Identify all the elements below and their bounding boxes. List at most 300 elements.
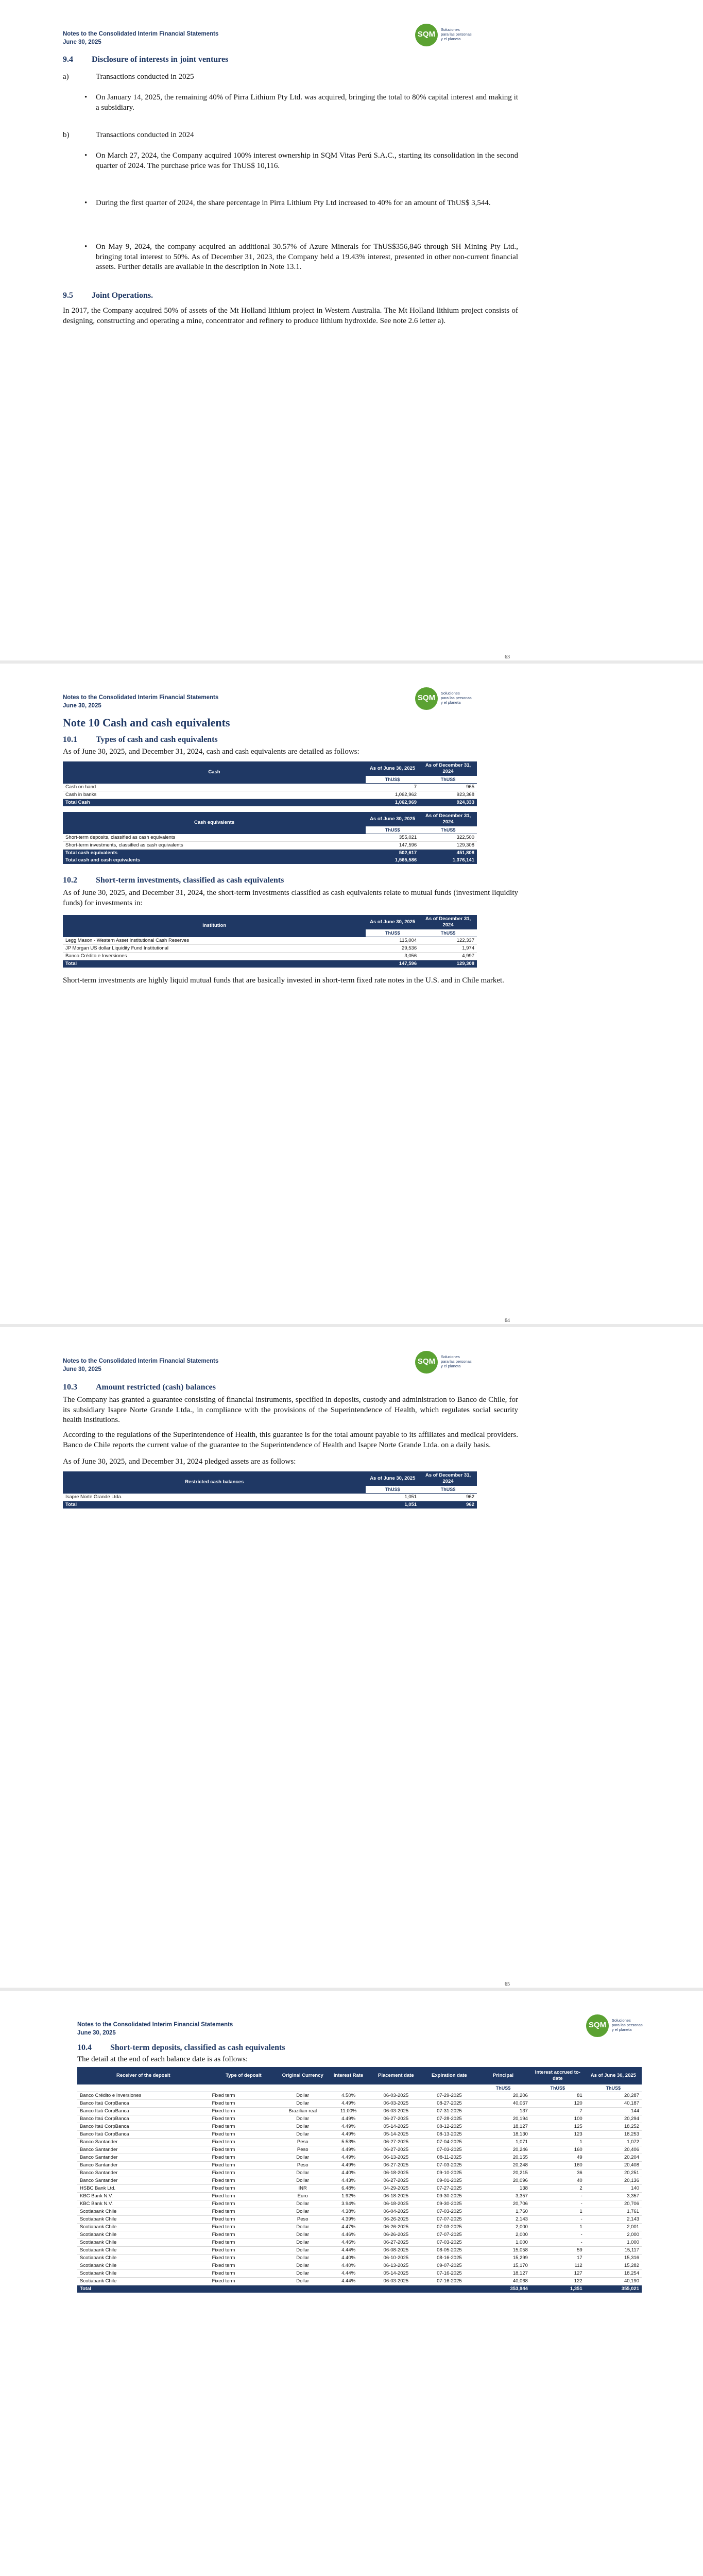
- cell-value: 2: [530, 2185, 585, 2193]
- cell-value: 15,316: [585, 2255, 642, 2262]
- cell-value: Dollar: [278, 2255, 328, 2262]
- cell-value: Fixed term: [210, 2216, 278, 2224]
- cell-value: INR: [278, 2185, 328, 2193]
- cell-value: Fixed term: [210, 2208, 278, 2216]
- cell-value: -: [530, 2216, 585, 2224]
- cell-value: 08-27-2025: [423, 2100, 476, 2108]
- cell-value: 06-08-2025: [369, 2247, 423, 2255]
- unit-label: ThUS$: [530, 2084, 585, 2092]
- short-term-deposits-table: [77, 2067, 642, 2293]
- cell-value: Dollar: [278, 2100, 328, 2108]
- page-number: 65: [505, 1981, 510, 1987]
- cell-value: 08-13-2025: [423, 2131, 476, 2139]
- total-cell: [369, 2285, 423, 2293]
- cell-value: Dollar: [278, 2177, 328, 2185]
- bullet-paragraph: • On March 27, 2024, the Company acquired 100% interest ownership in SQM Vitas Perú S.A.C., starting its consolidation in the second quarter of 2024. The purchase price was for ThUS$ 10,116.: [96, 151, 518, 171]
- cell-value: 06-18-2025: [369, 2170, 423, 2177]
- cell-value: 08-05-2025: [423, 2247, 476, 2255]
- table-row: [77, 2108, 642, 2115]
- cell-value: 06-13-2025: [369, 2262, 423, 2270]
- section-heading: 10.3 Amount restricted (cash) balances: [63, 1383, 216, 1392]
- cell-value: 06-27-2025: [369, 2177, 423, 2185]
- unit-label: ThUS$: [366, 929, 419, 937]
- cell-value: 4.44%: [328, 2270, 369, 2278]
- cell-value: 06-10-2025: [369, 2255, 423, 2262]
- cell-value: Peso: [278, 2162, 328, 2170]
- sqm-logo: SQM Soluciones para las personas y el planeta: [586, 2014, 658, 2037]
- sqm-logo: SQM Soluciones para las personas y el planeta: [415, 1351, 487, 1374]
- cell-value: Brazilian real: [278, 2108, 328, 2115]
- table-row: [77, 2216, 642, 2224]
- cell-value: 07-16-2025: [423, 2278, 476, 2285]
- cell-value: Peso: [278, 2139, 328, 2146]
- cell-value: 1,072: [585, 2139, 642, 2146]
- section-heading: 10.2 Short-term investments, classified as cash equivalents: [63, 876, 284, 885]
- col-header: As of December 31, 2024: [419, 812, 477, 826]
- cell-value: 07-16-2025: [423, 2270, 476, 2278]
- unit-label: ThUS$: [585, 2084, 642, 2092]
- cell-value: 36: [530, 2170, 585, 2177]
- row-label: Banco Itaú CorpBanca: [77, 2100, 210, 2108]
- table-row: [77, 2162, 642, 2170]
- cell-value: 4.40%: [328, 2170, 369, 2177]
- cell-value: 4.44%: [328, 2247, 369, 2255]
- cell-value: Fixed term: [210, 2247, 278, 2255]
- cell-value: 04-29-2025: [369, 2185, 423, 2193]
- cell-value: 140: [585, 2185, 642, 2193]
- cell-value: 322,500: [419, 834, 477, 842]
- cell-value: 06-18-2025: [369, 2193, 423, 2200]
- cell-value: Peso: [278, 2146, 328, 2154]
- cell-value: 120: [530, 2100, 585, 2108]
- cell-value: 20,287: [585, 2092, 642, 2100]
- row-label: Isapre Norte Grande Ltda.: [63, 1494, 366, 1501]
- cell-value: 06-03-2025: [369, 2092, 423, 2100]
- table-row: [63, 842, 477, 850]
- grand-total-row: Total cash and cash equivalents 1,565,586 1,376,141: [63, 857, 477, 864]
- cell-value: 06-18-2025: [369, 2200, 423, 2208]
- cell-value: 40,068: [476, 2278, 530, 2285]
- row-label: Banco Santander: [77, 2170, 210, 2177]
- table-row: [63, 784, 477, 791]
- total-cell: Total: [77, 2285, 210, 2293]
- cell-value: Dollar: [278, 2123, 328, 2131]
- total-cell: [210, 2285, 278, 2293]
- cell-value: 20,294: [585, 2115, 642, 2123]
- page-number: 64: [505, 1318, 510, 1324]
- unit-label: ThUS$: [419, 1486, 477, 1494]
- total-cell: [423, 2285, 476, 2293]
- row-label: Scotiabank Chile: [77, 2247, 210, 2255]
- col-header: Original Currency: [278, 2067, 328, 2084]
- total-row: Total cash equivalents 502,617 451,808: [63, 850, 477, 857]
- unit-label: [369, 2084, 423, 2092]
- cell-value: Fixed term: [210, 2278, 278, 2285]
- cell-value: 4.49%: [328, 2154, 369, 2162]
- table-row: [77, 2270, 642, 2278]
- row-label: Cash on hand: [63, 784, 366, 791]
- paragraph: The detail at the end of each balance date is as follows:: [77, 2055, 248, 2063]
- cell-value: 07-07-2025: [423, 2231, 476, 2239]
- cell-value: Dollar: [278, 2200, 328, 2208]
- cell-value: 147,596: [366, 842, 419, 850]
- cell-value: 05-14-2025: [369, 2270, 423, 2278]
- cell-value: 127: [530, 2270, 585, 2278]
- cash-table: [63, 761, 477, 806]
- unit-label: ThUS$: [419, 826, 477, 834]
- row-label: Banco Santander: [77, 2146, 210, 2154]
- row-label: Scotiabank Chile: [77, 2231, 210, 2239]
- cell-value: 07-04-2025: [423, 2139, 476, 2146]
- cell-value: 1,974: [419, 945, 477, 953]
- label-a: a): [63, 73, 69, 81]
- cell-value: 4.47%: [328, 2224, 369, 2231]
- cell-value: Dollar: [278, 2208, 328, 2216]
- cell-value: 07-28-2025: [423, 2115, 476, 2123]
- cell-value: 20,096: [476, 2177, 530, 2185]
- table-row: [77, 2170, 642, 2177]
- row-label: Scotiabank Chile: [77, 2255, 210, 2262]
- cell-value: Fixed term: [210, 2154, 278, 2162]
- cell-value: 05-14-2025: [369, 2131, 423, 2139]
- cell-value: 18,127: [476, 2123, 530, 2131]
- row-label: HSBC Bank Ltd.: [77, 2185, 210, 2193]
- table-row: [77, 2231, 642, 2239]
- cell-value: Dollar: [278, 2154, 328, 2162]
- cell-value: 144: [585, 2108, 642, 2115]
- cell-value: 4.43%: [328, 2177, 369, 2185]
- paragraph: As of June 30, 2025, and December 31, 2024, the short-term investments classified as cash equivalents relate to mutual funds (investment liquidity funds) for investments in:: [63, 889, 518, 907]
- cell-value: 100: [530, 2115, 585, 2123]
- cell-value: Dollar: [278, 2170, 328, 2177]
- cell-value: 40,067: [476, 2100, 530, 2108]
- cell-value: Dollar: [278, 2262, 328, 2270]
- table-row: [77, 2185, 642, 2193]
- cell-value: 06-26-2025: [369, 2231, 423, 2239]
- table-row: [77, 2131, 642, 2139]
- sub-heading: Transactions conducted in 2024: [96, 131, 194, 139]
- row-label: KBC Bank N.V.: [77, 2200, 210, 2208]
- cell-value: 112: [530, 2262, 585, 2270]
- page-66: [0, 1991, 703, 2576]
- cell-value: 20,246: [476, 2146, 530, 2154]
- cell-value: 06-27-2025: [369, 2239, 423, 2247]
- cell-value: 06-27-2025: [369, 2146, 423, 2154]
- cell-value: 122: [530, 2278, 585, 2285]
- cell-value: 09-30-2025: [423, 2200, 476, 2208]
- cell-value: 1,000: [476, 2239, 530, 2247]
- cell-value: 20,406: [585, 2146, 642, 2154]
- col-header: As of December 31, 2024: [419, 1471, 477, 1486]
- row-label: Banco Crédito e Inversiones: [63, 953, 366, 960]
- cell-value: Dollar: [278, 2239, 328, 2247]
- table-row: [77, 2100, 642, 2108]
- total-cell: 1,351: [530, 2285, 585, 2293]
- cell-value: 1: [530, 2208, 585, 2216]
- cell-value: 4.46%: [328, 2239, 369, 2247]
- table-row: [77, 2193, 642, 2200]
- col-header: Interest Rate: [328, 2067, 369, 2084]
- table-row: [77, 2123, 642, 2131]
- unit-label: ThUS$: [476, 2084, 530, 2092]
- page-65: [0, 1327, 703, 1988]
- cell-value: 08-16-2025: [423, 2255, 476, 2262]
- cell-value: Fixed term: [210, 2123, 278, 2131]
- cell-value: 160: [530, 2162, 585, 2170]
- institutions-table: [63, 915, 477, 968]
- section-heading: 9.5 Joint Operations.: [63, 291, 153, 300]
- table-row: [77, 2115, 642, 2123]
- cell-value: 20,204: [585, 2154, 642, 2162]
- cell-value: 09-01-2025: [423, 2177, 476, 2185]
- table-row: [77, 2146, 642, 2154]
- cell-value: 07-03-2025: [423, 2239, 476, 2247]
- page-63: [0, 0, 703, 660]
- col-header: As of June 30, 2025: [366, 812, 419, 826]
- cell-value: 07-03-2025: [423, 2162, 476, 2170]
- report-header: Notes to the Consolidated Interim Financial Statements June 30, 2025: [77, 2022, 233, 2036]
- report-header: Notes to the Consolidated Interim Financial Statements June 30, 2025: [63, 31, 219, 45]
- row-label: Banco Santander: [77, 2139, 210, 2146]
- cell-value: 06-03-2025: [369, 2108, 423, 2115]
- table-row: [77, 2224, 642, 2231]
- cell-value: 15,299: [476, 2255, 530, 2262]
- cell-value: 06-13-2025: [369, 2154, 423, 2162]
- cell-value: 5.53%: [328, 2139, 369, 2146]
- table-row: [63, 1494, 477, 1501]
- cell-value: 3.94%: [328, 2200, 369, 2208]
- cell-value: 1: [530, 2139, 585, 2146]
- cell-value: Fixed term: [210, 2193, 278, 2200]
- total-row: [77, 2285, 642, 2293]
- cell-value: 1,000: [585, 2239, 642, 2247]
- cell-value: 3,357: [585, 2193, 642, 2200]
- cell-value: 160: [530, 2146, 585, 2154]
- cell-value: 115,004: [366, 937, 419, 945]
- cell-value: 18,127: [476, 2270, 530, 2278]
- table-row: [63, 791, 477, 799]
- col-header: As of December 31, 2024: [419, 915, 477, 929]
- cell-value: 4.49%: [328, 2100, 369, 2108]
- row-label: Scotiabank Chile: [77, 2208, 210, 2216]
- unit-label: ThUS$: [419, 929, 477, 937]
- cell-value: Fixed term: [210, 2239, 278, 2247]
- col-header: Institution: [63, 915, 366, 937]
- row-label: Banco Santander: [77, 2177, 210, 2185]
- row-label: Legg Mason - Western Asset Institutional Cash Reserves: [63, 937, 366, 945]
- cell-value: 4.49%: [328, 2115, 369, 2123]
- total-row: Total 1,051 962: [63, 1501, 477, 1509]
- cell-value: 7: [530, 2108, 585, 2115]
- cell-value: -: [530, 2193, 585, 2200]
- cell-value: 18,253: [585, 2131, 642, 2139]
- table-row: [77, 2154, 642, 2162]
- cell-value: 15,170: [476, 2262, 530, 2270]
- cell-value: 15,117: [585, 2247, 642, 2255]
- report-header: Notes to the Consolidated Interim Financial Statements June 30, 2025: [63, 694, 219, 709]
- cell-value: 07-07-2025: [423, 2216, 476, 2224]
- cell-value: 20,136: [585, 2177, 642, 2185]
- table-row: [77, 2239, 642, 2247]
- section-heading: 9.4 Disclosure of interests in joint ventures: [63, 55, 229, 64]
- cell-value: -: [530, 2239, 585, 2247]
- cell-value: 1,062,962: [366, 791, 419, 799]
- cell-value: 81: [530, 2092, 585, 2100]
- cell-value: 129,308: [419, 842, 477, 850]
- cell-value: 123: [530, 2131, 585, 2139]
- sub-heading: Transactions conducted in 2025: [96, 73, 194, 81]
- cell-value: Dollar: [278, 2247, 328, 2255]
- cell-value: 20,215: [476, 2170, 530, 2177]
- cell-value: Dollar: [278, 2231, 328, 2239]
- restricted-cash-table: [63, 1471, 477, 1509]
- cell-value: 06-27-2025: [369, 2115, 423, 2123]
- total-cell: 355,021: [585, 2285, 642, 2293]
- cell-value: 2,143: [585, 2216, 642, 2224]
- row-label: Banco Santander: [77, 2154, 210, 2162]
- row-label: Banco Crédito e Inversiones: [77, 2092, 210, 2100]
- table-row: [77, 2139, 642, 2146]
- unit-label: ThUS$: [419, 776, 477, 784]
- table-row: [77, 2092, 642, 2100]
- table-row: [63, 834, 477, 842]
- cell-value: Fixed term: [210, 2200, 278, 2208]
- page-number: 63: [505, 654, 510, 660]
- col-header: As of June 30, 2025: [366, 761, 419, 776]
- cell-value: 7: [366, 784, 419, 791]
- cell-value: Fixed term: [210, 2262, 278, 2270]
- cell-value: Fixed term: [210, 2231, 278, 2239]
- cell-value: 3,357: [476, 2193, 530, 2200]
- cell-value: 07-03-2025: [423, 2146, 476, 2154]
- total-row: Total Cash 1,062,969 924,333: [63, 799, 477, 807]
- cell-value: 2,001: [585, 2224, 642, 2231]
- cell-value: 08-11-2025: [423, 2154, 476, 2162]
- cell-value: Fixed term: [210, 2108, 278, 2115]
- cell-value: Fixed term: [210, 2131, 278, 2139]
- cell-value: 11.00%: [328, 2108, 369, 2115]
- row-label: Scotiabank Chile: [77, 2239, 210, 2247]
- paragraph: As of June 30, 2025, and December 31, 2024 pledged assets are as follows:: [63, 1458, 296, 1466]
- paragraph: Short-term investments are highly liquid mutual funds that are basically invested in short-term fixed rate notes in the U.S. and in Chile market.: [63, 976, 504, 985]
- row-label: Scotiabank Chile: [77, 2224, 210, 2231]
- cell-value: 1.92%: [328, 2193, 369, 2200]
- cell-value: 20,408: [585, 2162, 642, 2170]
- row-label: Banco Itaú CorpBanca: [77, 2131, 210, 2139]
- cell-value: 06-03-2025: [369, 2100, 423, 2108]
- cell-value: 2,000: [476, 2224, 530, 2231]
- cell-value: 09-30-2025: [423, 2193, 476, 2200]
- row-label: Banco Itaú CorpBanca: [77, 2123, 210, 2131]
- cell-value: 18,254: [585, 2270, 642, 2278]
- cell-value: Fixed term: [210, 2139, 278, 2146]
- unit-label: [423, 2084, 476, 2092]
- cell-value: 07-29-2025: [423, 2092, 476, 2100]
- cell-value: 06-27-2025: [369, 2162, 423, 2170]
- cell-value: Dollar: [278, 2278, 328, 2285]
- unit-label: ThUS$: [366, 1486, 419, 1494]
- cell-value: 20,206: [476, 2092, 530, 2100]
- cell-value: 2,000: [476, 2231, 530, 2239]
- cell-value: Fixed term: [210, 2115, 278, 2123]
- cell-value: 4.38%: [328, 2208, 369, 2216]
- cell-value: 962: [419, 1494, 477, 1501]
- cell-value: 07-03-2025: [423, 2224, 476, 2231]
- cell-value: 1,760: [476, 2208, 530, 2216]
- row-label: KBC Bank N.V.: [77, 2193, 210, 2200]
- cell-value: 06-04-2025: [369, 2208, 423, 2216]
- cell-value: 3,056: [366, 953, 419, 960]
- col-header: As of June 30, 2025: [366, 1471, 419, 1486]
- cell-value: 1,761: [585, 2208, 642, 2216]
- cell-value: 15,058: [476, 2247, 530, 2255]
- row-label: Scotiabank Chile: [77, 2270, 210, 2278]
- row-label: Scotiabank Chile: [77, 2216, 210, 2224]
- col-header: As of December 31, 2024: [419, 761, 477, 776]
- cell-value: 1,071: [476, 2139, 530, 2146]
- cell-value: 355,021: [366, 834, 419, 842]
- col-header: Placement date: [369, 2067, 423, 2084]
- sqm-logo: SQM Soluciones para las personas y el planeta: [415, 687, 487, 710]
- cell-value: 09-10-2025: [423, 2170, 476, 2177]
- cell-value: 08-12-2025: [423, 2123, 476, 2131]
- row-label: Banco Itaú CorpBanca: [77, 2108, 210, 2115]
- cell-value: 4.49%: [328, 2146, 369, 2154]
- cell-value: 125: [530, 2123, 585, 2131]
- cell-value: 40: [530, 2177, 585, 2185]
- cell-value: Fixed term: [210, 2162, 278, 2170]
- cell-value: 07-03-2025: [423, 2208, 476, 2216]
- cell-value: Fixed term: [210, 2185, 278, 2193]
- row-label: Short-term deposits, classified as cash equivalents: [63, 834, 366, 842]
- cell-value: 138: [476, 2185, 530, 2193]
- cell-value: 06-03-2025: [369, 2278, 423, 2285]
- cell-value: 18,252: [585, 2123, 642, 2131]
- col-header: Type of deposit: [210, 2067, 278, 2084]
- cell-value: 07-31-2025: [423, 2108, 476, 2115]
- unit-label: ThUS$: [366, 776, 419, 784]
- sqm-logo: SQM Soluciones para las personas y el planeta: [415, 24, 487, 46]
- bullet-paragraph: • During the first quarter of 2024, the share percentage in Pirra Lithium Pty Ltd increased to 40% for an amount of ThUS$ 3,544.: [96, 198, 518, 209]
- row-label: JP Morgan US dollar Liquidity Fund Institutional: [63, 945, 366, 953]
- paragraph: As of June 30, 2025, and December 31, 2024, cash and cash equivalents are detailed as follows:: [63, 748, 359, 756]
- table-row: [77, 2177, 642, 2185]
- paragraph: The Company has granted a guarantee consisting of financial instruments, specified in deposits, custody and administration to Banco de Chile, for its subsidiary Isapre Norte Grande Ltda., in compliance with the provisions of the Superintendence of Health, which regulates social security health institutions.: [63, 1396, 518, 1424]
- total-cell: 353,944: [476, 2285, 530, 2293]
- cell-value: 06-26-2025: [369, 2224, 423, 2231]
- cell-value: Fixed term: [210, 2270, 278, 2278]
- cell-value: Dollar: [278, 2131, 328, 2139]
- bullet-paragraph: • On January 14, 2025, the remaining 40% of Pirra Lithium Pty Ltd. was acquired, bringing the total to 80% capital interest and making it a subsidiary.: [96, 93, 518, 113]
- col-header: Principal: [476, 2067, 530, 2084]
- cell-value: 2,143: [476, 2216, 530, 2224]
- cell-value: Euro: [278, 2193, 328, 2200]
- note-title: Note 10 Cash and cash equivalents: [63, 716, 230, 729]
- cell-value: 40,190: [585, 2278, 642, 2285]
- cell-value: Dollar: [278, 2092, 328, 2100]
- label-b: b): [63, 131, 70, 139]
- col-header: Expiration date: [423, 2067, 476, 2084]
- section-heading: 10.1 Types of cash and cash equivalents: [63, 735, 218, 744]
- cell-value: 4.44%: [328, 2278, 369, 2285]
- cell-value: Dollar: [278, 2115, 328, 2123]
- row-label: Cash in banks: [63, 791, 366, 799]
- cash-equivalents-table: [63, 812, 477, 864]
- cell-value: Fixed term: [210, 2255, 278, 2262]
- cell-value: 1: [530, 2224, 585, 2231]
- cell-value: Fixed term: [210, 2170, 278, 2177]
- col-header: Interest accrued to-date: [530, 2067, 585, 2084]
